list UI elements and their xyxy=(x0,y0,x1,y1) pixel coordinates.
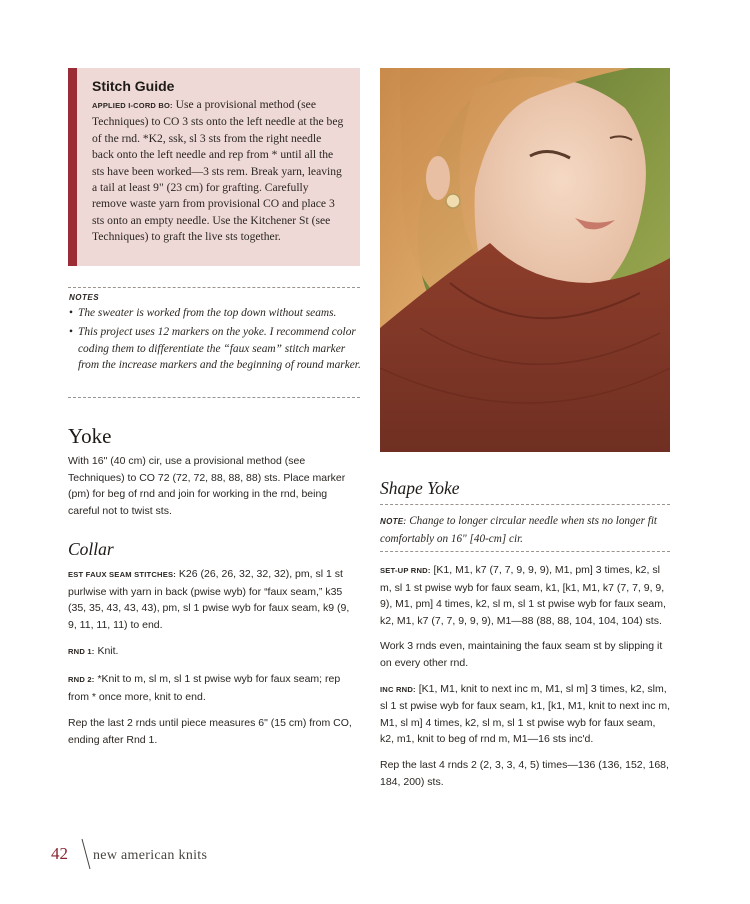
setup-text: [K1, M1, k7 (7, 7, 9, 9, 9), M1, pm] 3 times, k2, sl m, sl 1 st pwise wyb for faux seam, k1, [k1, M1, k7 (7, 7, 9, 9, 9), M1, pm] 4 times, k2, sl m, sl 1 st pwise wyb for faux seam, k2, M1, k7 (7, 7, 9, 9, 9), M1—88 (88, 88, 104, 104, 104) sts. xyxy=(380,564,666,627)
divider xyxy=(380,551,670,552)
shape-yoke-section xyxy=(380,562,672,790)
yoke-text: With 16" (40 cm) cir, use a provisional method (see Techniques) to CO 72 (72, 72, 88, 88, 88) sts. Place marker (pm) for beg of rnd and join for working in the rnd, being careful not to twist sts. xyxy=(68,455,346,517)
note-item: • This project uses 12 markers on the yoke. I recommend color coding them to differentiate the “faux seam” stitch marker from the increase markers and the beginning of round marker. xyxy=(69,324,361,373)
shape-yoke-heading: Shape Yoke xyxy=(380,478,460,498)
model-photo xyxy=(380,68,670,452)
rnd2-text: *Knit to m, sl m, sl 1 st pwise wyb for faux seam; rep from * once more, knit to end. xyxy=(68,672,341,703)
folio-divider-slash xyxy=(80,838,92,870)
notes-label: NOTES xyxy=(69,293,100,302)
rnd1-label: RND 1: xyxy=(68,647,95,657)
stitch-guide-text xyxy=(92,97,346,246)
est-text: K26 (26, 26, 32, 32, 32), pm, sl 1 st purlwise with yarn in back (pwise wyb) for “faux seam,” k35 (35, 35, 43, 43, 43), pm, sl 1 pwise wyb for faux seam, k9 (9, 9, 11, 11, 11) to end. xyxy=(68,568,350,631)
shape-yoke-note xyxy=(380,513,670,547)
inc-text: [K1, M1, knit to next inc m, M1, sl m] 3 times, k2, slm, sl 1 st pwise wyb for faux seam, k1, [k1, M1, knit to next inc m, M1, sl m] 4 times, k2, sl m, sl 1 st pwise wyb for faux seam, k2, m1, knit to beg of rnd m, M1—16 sts inc'd. xyxy=(380,682,671,746)
divider xyxy=(68,397,360,398)
applied-icord-text: Use a provisional method (see Techniques) to CO 3 sts onto the left needle at the beg of the rnd. *K2, ssk, sl 3 sts from the right needle back onto the left needle and rep from * until all the sts have been worked—3 sts rem. Break yarn, leaving a tail at least 9" (23 cm) for grafting. Carefully remove waste yarn from provisional CO and place 3 sts onto an empty needle. Use the Kitchener St (see Techniques) to graft the live sts together. xyxy=(92,98,344,244)
divider xyxy=(380,504,670,505)
inc-label: INC RND: xyxy=(380,684,416,694)
rnd1-paragraph xyxy=(68,643,360,661)
divider xyxy=(68,287,360,288)
inc-paragraph xyxy=(380,681,672,748)
stitch-guide-box xyxy=(68,68,360,266)
note-item: • The sweater is worked from the top down without seams. xyxy=(69,305,361,321)
collar-heading: Collar xyxy=(68,539,114,559)
est-label: EST FAUX SEAM STITCHES: xyxy=(68,570,176,579)
collar-est-paragraph xyxy=(68,566,360,633)
setup-label: SET-UP RND: xyxy=(380,566,431,575)
note-label: NOTE: xyxy=(380,517,407,526)
shape-yoke-rep-text: Rep the last 4 rnds 2 (2, 3, 3, 4, 5) times—136 (136, 152, 168, 184, 200) sts. xyxy=(380,758,669,788)
notes-list xyxy=(69,305,361,373)
rnd2-paragraph xyxy=(68,671,360,705)
rnd1-text: Knit. xyxy=(97,645,119,658)
work-text: Work 3 rnds even, maintaining the faux seam st by slipping it on every other rnd. xyxy=(380,640,663,669)
collar-rep-text: Rep the last 2 rnds until piece measures 6" (15 cm) from CO, ending after Rnd 1. xyxy=(68,717,352,746)
note-text: Change to longer circular needle when sts no longer fit comfortably on 16" [40-cm] cir. xyxy=(380,515,658,545)
applied-icord-label: APPLIED I-CORD BO: xyxy=(92,101,173,110)
rnd2-label: RND 2: xyxy=(68,674,95,684)
stitch-guide-title: Stitch Guide xyxy=(92,78,175,94)
yoke-heading: Yoke xyxy=(68,424,112,448)
collar-section xyxy=(68,566,360,748)
notes-section xyxy=(69,293,361,376)
model-photo-image xyxy=(380,68,670,452)
running-title: new american knits xyxy=(93,848,208,863)
setup-paragraph xyxy=(380,562,672,629)
page-number: 42 xyxy=(51,844,68,863)
